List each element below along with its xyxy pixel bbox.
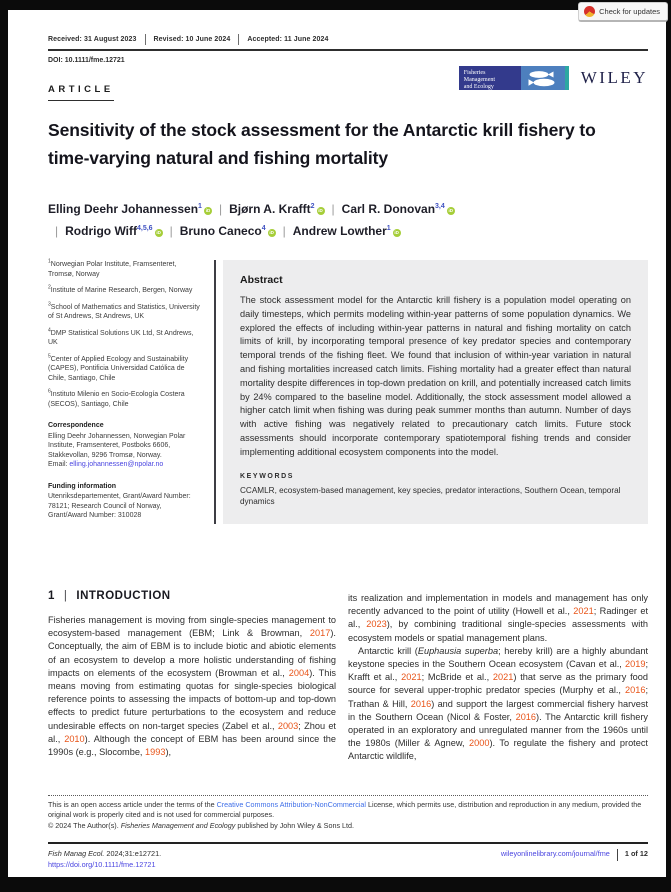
orcid-icon[interactable]: iD [269,230,274,235]
copyright-statement: © 2024 The Author(s). Fisheries Management and Ecology published by John Wiley & Sons Ltd. [48,820,355,830]
divider [617,849,618,861]
author-affiliation-sup: 2 [310,203,315,210]
abstract-heading: Abstract [240,274,283,286]
intro-paragraph: its realization and implementation in models and management has only recently advanced to the point of utility (Howell et al., 2021; Radinger et al., 2023), by combining traditional single-species assessments with ecosystem models or spatial management plans. [348,593,649,643]
author-name: Andrew Lowther [292,224,387,238]
affiliation-item: $^4$DMP Statistical Solutions UK Ltd, St Andrews, UK [48,327,194,346]
author-name: Rodrigo Wiff [65,224,137,238]
orcid-icon[interactable]: iD [318,208,323,213]
author [180,224,276,238]
affiliation-item: $^3$School of Mathematics and Statistics, University of St Andrews, St Andrews, UK [48,301,200,320]
email-label: Email: [48,461,70,468]
citation-link[interactable]: 2003 [277,720,299,731]
affiliation-item: $^2$Institute of Marine Research, Bergen, Norway [48,284,193,294]
citation-link[interactable]: 2017 [309,628,331,639]
left-sidebar [48,260,200,524]
email-link[interactable]: elling.johannessen@npolar.no [69,461,164,468]
info-grid [48,250,648,524]
citation-link[interactable]: 2021 [573,606,594,617]
author-name: Bruno Caneco [179,224,262,238]
citation-link[interactable]: 2021 [492,672,514,683]
crossmark-icon [584,6,595,17]
orcid-icon[interactable]: iD [394,230,399,235]
correspondence-block [48,421,200,470]
intro-right-column [348,590,648,764]
author-separator: | [331,202,335,216]
author-separator: | [218,202,223,216]
author-name: Bjørn A. Krafft [229,202,311,216]
author-affiliation-sup: 1 [198,203,202,210]
logo-accent-bar [565,66,569,90]
author-affiliation-sup: 3,4 [435,203,445,210]
open-access-footnote [48,795,648,831]
doi-url-link[interactable]: https://doi.org/10.1111/fme.12721 [48,860,156,869]
correspondence-text: Elling Deehr Johannessen, Norwegian Polar Institute, Framsenteret, Postboks 6606, Stakkevollan, 9296 Tromsø, Norway. [48,432,186,459]
intro-left-column [48,590,336,764]
abstract-box [223,260,648,524]
accepted-date: Accepted: 11 June 2024 [247,36,329,43]
affiliation-item: $^5$Center of Applied Ecology and Sustainability (CAPES), Pontificia Universidad Católica de Chile, Santiago, Chile [48,353,189,382]
divider [238,34,239,45]
check-for-updates-button[interactable] [578,2,668,22]
keywords-list: CCAMLR, ecosystem-based management, key species, predator interactions, Southern Ocean, temporal dynamics [240,485,621,507]
header-rule [48,49,648,51]
brand-row [459,66,648,90]
citation-link[interactable]: 2016 [624,685,646,696]
authors-line [48,198,556,242]
abstract-section [214,260,648,524]
author [48,202,212,216]
journal-logo-title: Fisheries Management and Ecology [459,66,521,90]
fish-icon [521,66,565,90]
footer-citation-block [48,849,161,869]
journal-website-link[interactable]: wileyonlinelibrary.com/journal/fme [500,849,610,858]
footer-row [48,849,648,869]
doi-line: DOI: 10.1111/fme.12721 [48,56,125,64]
author-separator: | [282,224,286,238]
orcid-icon[interactable]: iD [156,230,161,235]
author-affiliation-sup: 4,5,6 [137,225,153,232]
license-statement: This is an open access article under the terms of the Creative Commons Attribution-NonCommercial License, which permits use, distribution and reproduction in any medium, provided the original work is properly cited and is not used for commercial purposes. [48,800,642,820]
keywords-heading: KEYWORDS [240,472,295,480]
funding-text: Utenriksdepartementet, Grant/Award Number: 78121; Research Council of Norway, Grant/Award Number: 310028 [48,493,191,519]
article-type-label: ARTICLE [48,84,114,101]
author-name: Elling Deehr Johannessen [48,202,199,216]
history-dates-row [48,34,648,45]
author [229,202,324,216]
citation-link[interactable]: 2016 [410,698,432,709]
header-meta [48,34,648,64]
citation-link[interactable]: 2004 [288,667,310,678]
wiley-logo: WILEY [580,68,648,87]
intro-paragraph: Antarctic krill (Euphausia superba; hereby krill) are a highly abundant keystone species in the Southern Ocean ecosystem (Cavan et al., 2019; Krafft et al., 2021; McBride et al., 2021) that serve as the primary food source for several upper-trophic predator species (Murphy et al., 2016; Trathan & Hill, 2016) and support the largest commercial fishery harvest in the Southern Ocean (Nicol & Foster, 2016). The Antarctic krill fishery operated in an exploratory and unregulated manner from the 1960s until the 1980s (Miller & Agnew, 2000). To regulate the fishery and protect Antarctic wildlife, [348,645,649,762]
revised-date: Revised: 10 June 2024 [153,36,231,43]
citation-link[interactable]: 1993 [145,747,166,758]
author [65,224,162,238]
abstract-rule [214,260,216,524]
article-title: Sensitivity of the stock assessment for the Antarctic krill fishery to time-varying natural and fishing mortality [48,120,596,168]
check-for-updates-label: Check for updates [599,7,660,16]
affiliation-item: $^6$Instituto Milenio en Socio-Ecología Costera (SECOS), Santiago, Chile [48,388,185,408]
footer-rule [48,842,648,844]
intro-paragraph: Fisheries management is moving from single-species management to ecosystem-based management (EBM; Link & Browman, 2017). Conceptually, the aim of EBM is to include biotic and abiotic elements of an ecosystem to develop a more holistic understanding of fishing impacts on elements of the ecosystem (Browman et al., 2004). This means moving from estimating quotas for single-species biological reference points to assessing the impacts of bottom-up and top-down effects to predict future perturbations to the ecosystem and reduce undesirable effects on non-target species (Zabel et al., 2003; Zhou et al., 2010). Although the concept of EBM has been around since the 1990s (e.g., Slocombe, 1993), [48,615,336,758]
funding-heading: Funding information [48,482,117,490]
author-separator: | [169,224,173,238]
license-link[interactable]: Creative Commons Attribution-NonCommercial [216,800,366,809]
article-page [8,7,666,877]
page-number: 1 of 12 [624,849,648,858]
citation-link[interactable]: 2016 [515,711,537,722]
introduction-section [48,590,648,764]
citation-link[interactable]: 2019 [624,659,646,670]
author-affiliation-sup: 4 [261,225,266,232]
section-heading: 1 | INTRODUCTION [48,590,171,602]
orcid-icon[interactable]: iD [205,208,211,213]
author-name: Carl R. Donovan [341,202,436,216]
orcid-icon[interactable]: iD [448,208,454,213]
author-separator: | [55,224,59,238]
heading-pipe: | [63,590,68,602]
author-affiliation-sup: 1 [386,225,391,232]
footer-links-block [501,849,648,869]
citation-link[interactable]: 2000 [469,738,490,749]
funding-block [48,482,200,521]
affiliation-item: $^1$Norwegian Polar Institute, Framsenteret, Tromsø, Norway [48,258,177,278]
affiliations-list [48,260,200,409]
journal-logo[interactable] [459,66,569,90]
received-date: Received: 31 August 2023 [48,36,137,43]
author [342,202,455,216]
citation-link[interactable]: 2021 [401,672,422,683]
author [293,224,401,238]
citation-link[interactable]: 2023 [366,619,387,630]
divider [145,34,146,45]
citation-link[interactable]: 2010 [64,733,85,744]
correspondence-heading: Correspondence [48,422,104,429]
journal-citation: Fish Manag Ecol. 2024;31:e12721. [48,849,162,858]
abstract-body: The stock assessment model for the Antarctic krill fishery is a population model operating on daily timesteps, which permits modeling within-year patterns of some population dynamics. We explored the effects of including within-year patterns in natural and fishing mortality on catch limits of krill, by incorporating temporal presence of key predator species and contemporary temporal trends of the fishing fleet. We found that inclusion of within-year variation in natural and fishing mortalities increased catch limits. Fishing mortality had a greater effect than natural mortality despite differences in top-down predation on krill, and potentially increased catch limits by 24% compared to the baseline model. Additionally, the stock assessment model allowed a higher catch limit when fishing was during peak summer months than autumn. Number of days with active fishing was negatively related to precautionary catch limits. Future stock assessments should incorporate contemporary spatiotemporal fishing trends and consider implementing additional ecosystem components into the model. [240,295,631,457]
